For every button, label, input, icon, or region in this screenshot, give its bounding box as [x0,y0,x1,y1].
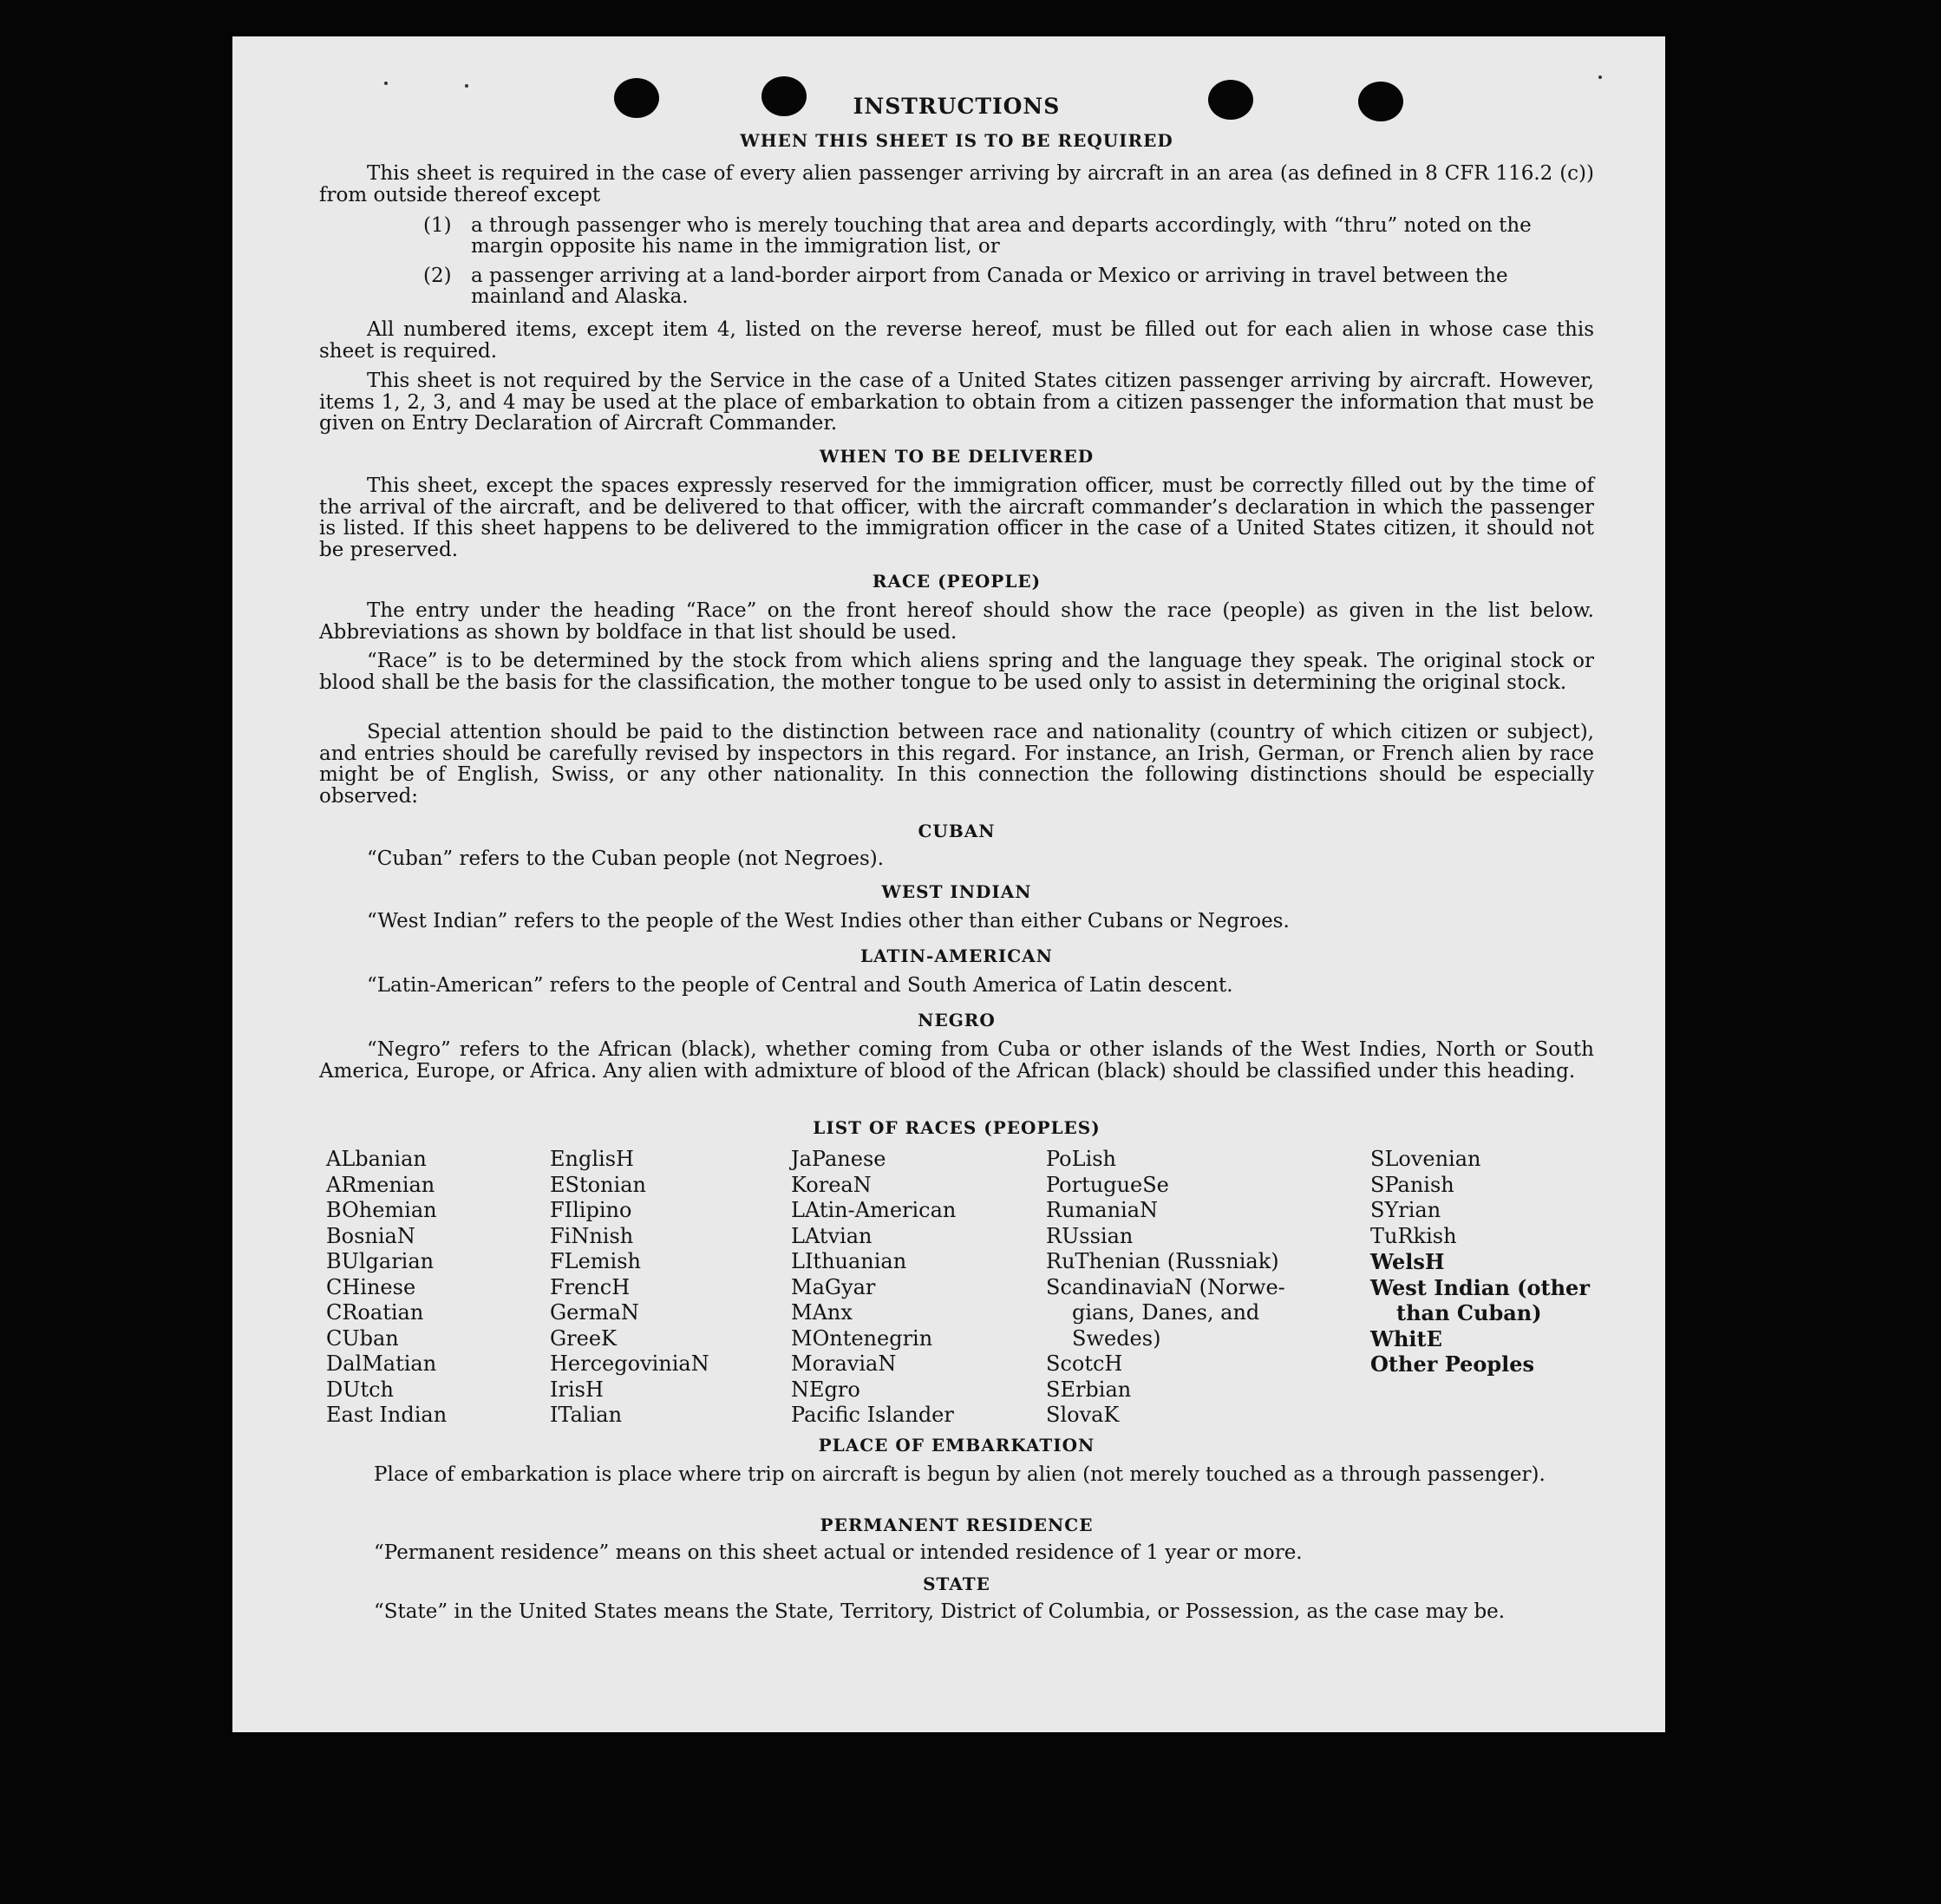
race-entry: SPanish [1370,1172,1454,1197]
race-entry: TuRkish [1370,1223,1457,1248]
heading-negro: NEGRO [918,1010,996,1031]
race-entry: LAtvian [791,1223,872,1248]
race-entry: IrisH [550,1377,604,1402]
race-entry: RUssian [1046,1223,1134,1248]
races-column-2 [550,1147,709,1429]
race-entry: BUlgarian [326,1249,435,1273]
speck [1598,75,1602,79]
race-entry: SErbian [1046,1377,1132,1402]
race-entry: SLovenian [1370,1147,1481,1171]
race-entry: East Indian [326,1403,448,1427]
race-entry: GermaN [550,1300,639,1325]
paragraph-delivered: This sheet, except the spaces expressly reserved for the immigration officer, must be correctly filled out by the time of the arrival of the aircraft, and be delivered to that officer, with the aircraft commander’s declaration in which the passenger is listed. If this sheet happens to be delivered to the immigration officer in the case of a United States citizen, it should not be preserved. [319,474,1594,561]
race-entry: gians, Danes, and [1072,1300,1260,1325]
speck [465,84,468,88]
race-entry: MOntenegrin [791,1325,933,1351]
race-entry: MAnx [791,1300,853,1325]
paragraph-embarkation: Place of embarkation is place where trip on aircraft is begun by alien (not merely touched as a through passenger). [374,1463,1546,1486]
race-entry: LIthuanian [791,1249,907,1273]
paragraph-race-determined: “Race” is to be determined by the stock from which aliens spring and the language they speak. The original stock or blood shall be the basis for the classification, the mother tongue to be used only to assist in determining the original stock. [319,650,1594,694]
race-entry: EStonian [550,1172,646,1197]
race-entry: WelsH [1370,1249,1445,1274]
exception-text: a through passenger who is merely touching that area and departs accordingly, with “thru” noted on the margin opposite his name in the immigration list, or [471,214,1532,258]
races-column-3 [791,1147,956,1429]
paragraph-cuban: “Cuban” refers to the Cuban people (not Negroes). [367,847,885,870]
paragraph-not-required: This sheet is not required by the Service in the case of a United States citizen passenger arriving by aircraft. However, items 1, 2, 3, and 4 may be used at the place of embarkation to obtain from a citizen passenger the information that must be given on Entry Declaration of Aircraft Commander. [319,370,1594,435]
race-entry: FiNnish [550,1223,634,1248]
speck [384,82,388,85]
race-entry: ScotcH [1046,1351,1123,1376]
race-entry: CHinese [326,1274,416,1299]
paragraph-latin-american: “Latin-American” refers to the people of Central and South America of Latin descent. [367,974,1233,997]
heading-race: RACE (PEOPLE) [872,571,1042,592]
heading-latin-american: LATIN-AMERICAN [860,945,1053,966]
race-entry: ARmenian [326,1172,435,1197]
races-column-5 [1370,1147,1590,1377]
race-entry: FIlipino [550,1198,632,1222]
paragraph-west-indian: “West Indian” refers to the people of the West Indies other than either Cubans or Negroes. [367,910,1290,932]
race-entry: WhitE [1370,1325,1442,1351]
list-of-races [326,1147,1610,1427]
paragraph-residence: “Permanent residence” means on this sheet actual or intended residence of 1 year or more. [374,1541,1303,1564]
paragraph-special-attention: Special attention should be paid to the distinction between race and nationality (country of which citizen or subject), and entries should be carefully revised by inspectors in this regard. For instance, an Irish, German, or French alien by race might be of English, Swiss, or any other nationality. In this connection the following distinctions should be especially observed: [319,721,1594,808]
heading-place-of-embarkation: PLACE OF EMBARKATION [818,1435,1095,1456]
race-entry: FrencH [550,1274,631,1299]
race-entry: GreeK [550,1325,617,1351]
paragraph-negro: “Negro” refers to the African (black), whether coming from Cuba or other islands of the West Indies, North or South America, Europe, or Africa. Any alien with admixture of blood of the African (black) should be classified under this heading. [319,1038,1594,1083]
race-entry: Swedes) [1072,1325,1161,1351]
heading-when-required: WHEN THIS SHEET IS TO BE REQUIRED [740,130,1173,151]
race-entry: NEgro [791,1377,860,1402]
paragraph-state: “State” in the United States means the State, Territory, District of Columbia, or Possession, as the case may be. [374,1600,1506,1623]
heading-cuban: CUBAN [918,821,996,841]
race-entry: FLemish [550,1249,641,1273]
race-entry: SlovaK [1046,1403,1120,1427]
race-entry: RuThenian (Russniak) [1046,1249,1279,1273]
race-entry: DalMatian [326,1351,437,1376]
race-entry: BOhemian [326,1198,437,1222]
race-entry: West Indian (other [1370,1274,1590,1300]
instruction-sheet [232,36,1665,1732]
race-entry: CRoatian [326,1300,424,1325]
exception-number: (2) [423,265,452,287]
race-entry: PoLish [1046,1147,1117,1171]
race-entry: Pacific Islander [791,1403,954,1427]
race-entry: HercegoviniaN [550,1351,709,1376]
race-entry: LAtin-American [791,1198,957,1222]
race-entry: PortugueSe [1046,1172,1169,1197]
race-entry: ScandinaviaN (Norwe- [1046,1274,1285,1299]
heading-west-indian: WEST INDIAN [881,881,1032,902]
races-column-4 [1046,1147,1285,1429]
title-instructions: INSTRUCTIONS [853,94,1061,119]
race-entry: Other Peoples [1370,1351,1535,1377]
race-entry: MaGyar [791,1274,876,1299]
race-entry: than Cuban) [1396,1300,1542,1325]
exception-number: (1) [423,214,452,237]
race-entry: RumaniaN [1046,1198,1159,1222]
race-entry: ITalian [550,1403,623,1427]
races-column-1 [326,1147,447,1429]
race-entry: DUtch [326,1377,395,1402]
race-entry: ALbanian [326,1147,427,1171]
race-entry: KoreaN [791,1172,872,1197]
paragraph-required-intro: This sheet is required in the case of every alien passenger arriving by aircraft in an area (as defined in 8 CFR 116.2 (c)) from outside thereof except [319,162,1594,206]
heading-state: STATE [923,1574,990,1594]
race-entry: BosniaN [326,1223,415,1248]
exception-text: a passenger arriving at a land-border airport from Canada or Mexico or arriving in travel between the mainland and Alaska. [471,265,1508,308]
heading-list-of-races: LIST OF RACES (PEOPLES) [813,1117,1101,1138]
race-entry: MoraviaN [791,1351,897,1376]
paragraph-numbered-items: All numbered items, except item 4, listed on the reverse hereof, must be filled out for each alien in whose case this sheet is required. [319,318,1594,363]
paragraph-race-entry: The entry under the heading “Race” on the front hereof should show the race (people) as given in the list below. Abbreviations as shown by boldface in that list should be used. [319,599,1594,644]
race-entry: CUban [326,1325,399,1351]
race-entry: SYrian [1370,1198,1441,1222]
heading-when-delivered: WHEN TO BE DELIVERED [819,446,1095,467]
race-entry: EnglisH [550,1147,634,1171]
race-entry: JaPanese [791,1147,886,1171]
heading-permanent-residence: PERMANENT RESIDENCE [820,1515,1094,1535]
